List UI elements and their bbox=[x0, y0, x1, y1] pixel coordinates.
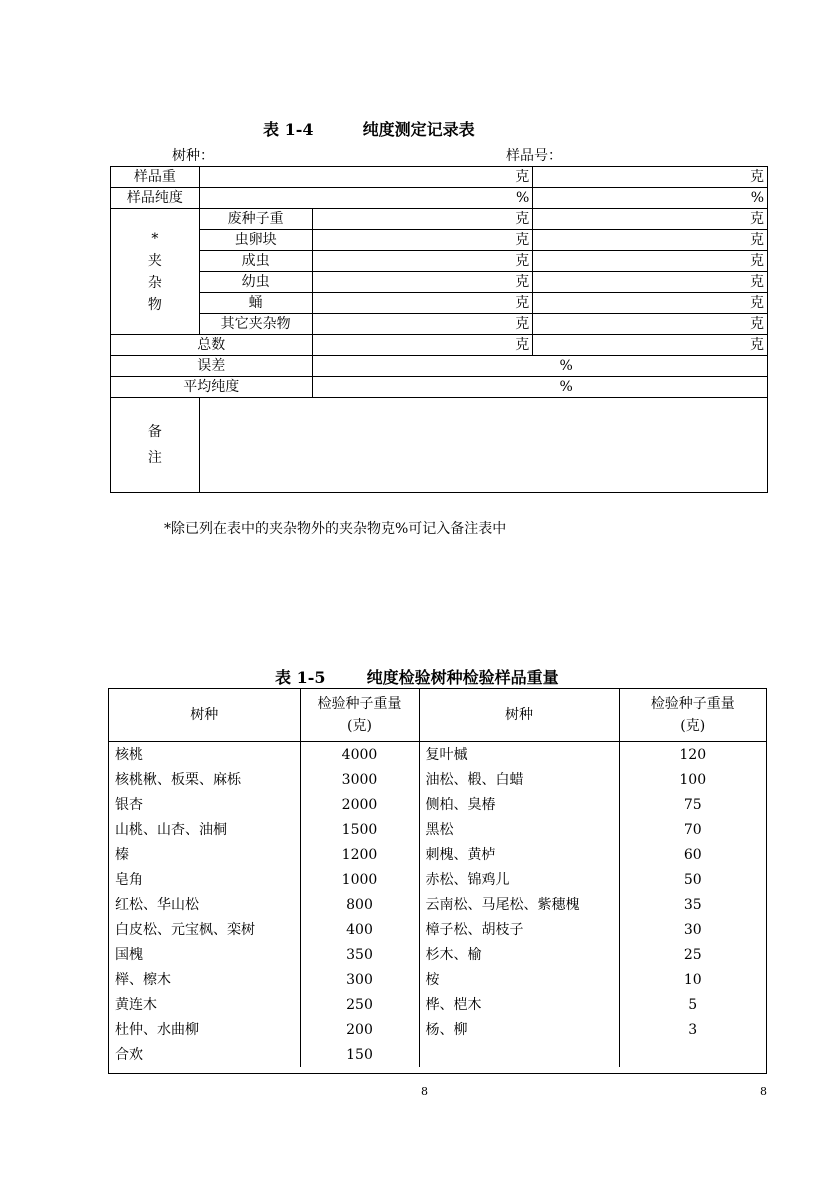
sample-purity-unit-2: % bbox=[533, 188, 768, 209]
species-cell: 刺槐、黄栌 bbox=[419, 842, 619, 867]
species-cell: 杜仲、水曲柳 bbox=[109, 1017, 300, 1042]
species-cell: 侧柏、臭椿 bbox=[419, 792, 619, 817]
species-cell: 黑松 bbox=[419, 817, 619, 842]
table-row bbox=[109, 917, 766, 942]
impurity-label: 蛹 bbox=[199, 293, 312, 314]
impurity-unit-2: 克 bbox=[533, 272, 768, 293]
table-row bbox=[109, 892, 766, 917]
table-row bbox=[109, 742, 766, 768]
table-row bbox=[109, 842, 766, 867]
sample-weight-unit-2: 克 bbox=[533, 167, 768, 188]
impurity-unit-1: 克 bbox=[312, 314, 533, 335]
weight-cell: 1200 bbox=[300, 842, 419, 867]
species-cell: 榉、檫木 bbox=[109, 967, 300, 992]
weight-cell: 3 bbox=[688, 1021, 698, 1038]
total-label: 总数 bbox=[111, 335, 313, 356]
weight-cell: 400 bbox=[300, 917, 419, 942]
weight-cell: 250 bbox=[300, 992, 419, 1017]
species-cell: 合欢 bbox=[109, 1042, 300, 1067]
species-cell: 红松、华山松 bbox=[109, 892, 300, 917]
weight-cell: 30 bbox=[683, 921, 702, 938]
table1-title-name: 纯度测定记录表 bbox=[362, 120, 475, 139]
impurity-label: 废种子重 bbox=[199, 209, 312, 230]
species-cell: 山桃、山杏、油桐 bbox=[109, 817, 300, 842]
remarks-field[interactable] bbox=[199, 398, 767, 493]
weight-cell: 350 bbox=[300, 942, 419, 967]
weight-cell: 1000 bbox=[300, 867, 419, 892]
table2-title bbox=[275, 665, 559, 688]
impurity-unit-2: 克 bbox=[533, 230, 768, 251]
error-unit: % bbox=[312, 356, 767, 377]
sample-purity-unit-1: % bbox=[199, 188, 532, 209]
weight-cell: 120 bbox=[679, 746, 707, 763]
avg-purity-unit: % bbox=[312, 377, 767, 398]
total-unit-1: 克 bbox=[312, 335, 533, 356]
weight-cell: 50 bbox=[683, 871, 702, 888]
species-cell: 核桃 bbox=[109, 742, 300, 768]
header-species-right: 树种 bbox=[419, 689, 619, 742]
sample-weight-unit-1: 克 bbox=[199, 167, 532, 188]
table-row bbox=[109, 867, 766, 892]
table1-title bbox=[263, 117, 475, 140]
table-row bbox=[109, 767, 766, 792]
weight-cell: 2000 bbox=[300, 792, 419, 817]
species-cell: 樟子松、胡枝子 bbox=[419, 917, 619, 942]
species-cell: 核桃楸、板栗、麻栎 bbox=[109, 767, 300, 792]
species-cell: 杉木、榆 bbox=[419, 942, 619, 967]
impurity-unit-1: 克 bbox=[312, 272, 533, 293]
species-cell: 赤松、锦鸡儿 bbox=[419, 867, 619, 892]
sample-number-label: 样品号： bbox=[506, 148, 562, 164]
avg-purity-label: 平均纯度 bbox=[111, 377, 313, 398]
species-label: 树种： bbox=[172, 148, 214, 164]
species-cell: 桉 bbox=[419, 967, 619, 992]
species-cell bbox=[419, 1042, 619, 1067]
species-cell: 国槐 bbox=[109, 942, 300, 967]
weight-cell: 300 bbox=[300, 967, 419, 992]
impurity-unit-2: 克 bbox=[533, 293, 768, 314]
species-cell: 复叶槭 bbox=[419, 742, 619, 768]
table1-footnote: *除已列在表中的夹杂物外的夹杂物克%可记入备注表中 bbox=[164, 521, 507, 537]
error-label: 误差 bbox=[111, 356, 313, 377]
weight-cell: 800 bbox=[300, 892, 419, 917]
weight-cell: 10 bbox=[683, 971, 702, 988]
weight-cell: 75 bbox=[683, 796, 702, 813]
weight-cell bbox=[619, 1042, 766, 1067]
impurity-unit-1: 克 bbox=[312, 251, 533, 272]
impurity-label: 成虫 bbox=[199, 251, 312, 272]
weight-cell: 70 bbox=[683, 821, 702, 838]
impurity-unit-1: 克 bbox=[312, 209, 533, 230]
table-row bbox=[109, 942, 766, 967]
table2-title-number: 表 1-5 bbox=[275, 668, 326, 687]
header-weight-left: 检验种子重量 (克) bbox=[300, 689, 419, 742]
table-row bbox=[109, 792, 766, 817]
impurity-label: 虫卵块 bbox=[199, 230, 312, 251]
sample-weight-table bbox=[109, 689, 766, 1067]
impurity-unit-1: 克 bbox=[312, 293, 533, 314]
species-cell: 黄连木 bbox=[109, 992, 300, 1017]
purity-record-table bbox=[110, 166, 768, 493]
weight-cell: 1500 bbox=[300, 817, 419, 842]
impurity-unit-2: 克 bbox=[533, 209, 768, 230]
weight-cell: 3000 bbox=[300, 767, 419, 792]
weight-cell: 25 bbox=[683, 946, 702, 963]
table1-title-number: 表 1-4 bbox=[263, 120, 314, 139]
page-number-right: 8 bbox=[760, 1085, 767, 1098]
weight-cell: 150 bbox=[300, 1042, 419, 1067]
table-row bbox=[109, 1042, 766, 1067]
weight-cell: 100 bbox=[679, 771, 707, 788]
total-unit-2: 克 bbox=[533, 335, 768, 356]
species-cell: 银杏 bbox=[109, 792, 300, 817]
table2-title-name: 纯度检验树种检验样品重量 bbox=[366, 668, 559, 687]
table-row bbox=[109, 967, 766, 992]
table-row bbox=[109, 817, 766, 842]
weight-cell: 60 bbox=[683, 846, 702, 863]
species-cell: 皂角 bbox=[109, 867, 300, 892]
impurity-unit-1: 克 bbox=[312, 230, 533, 251]
sample-purity-label: 样品纯度 bbox=[111, 188, 200, 209]
impurity-label: 其它夹杂物 bbox=[199, 314, 312, 335]
weight-cell: 5 bbox=[688, 996, 698, 1013]
remarks-label: 备 注 bbox=[111, 398, 200, 493]
weight-cell: 4000 bbox=[300, 742, 419, 768]
header-weight-right: 检验种子重量 (克) bbox=[619, 689, 766, 742]
impurity-unit-2: 克 bbox=[533, 314, 768, 335]
weight-cell: 200 bbox=[300, 1017, 419, 1042]
species-cell: 榛 bbox=[109, 842, 300, 867]
weight-table-body bbox=[109, 742, 766, 1068]
impurity-header: * 夹 杂 物 bbox=[111, 209, 200, 335]
species-cell: 油松、椴、白蜡 bbox=[419, 767, 619, 792]
impurity-unit-2: 克 bbox=[533, 251, 768, 272]
header-species-left: 树种 bbox=[109, 689, 300, 742]
table-row bbox=[109, 992, 766, 1017]
page-number-center: 8 bbox=[421, 1085, 428, 1098]
impurity-label: 幼虫 bbox=[199, 272, 312, 293]
species-cell: 杨、柳 bbox=[419, 1017, 619, 1042]
sample-weight-label: 样品重 bbox=[111, 167, 200, 188]
species-cell: 云南松、马尾松、紫穗槐 bbox=[419, 892, 619, 917]
weight-cell: 35 bbox=[683, 896, 702, 913]
species-cell: 桦、桤木 bbox=[419, 992, 619, 1017]
species-cell: 白皮松、元宝枫、栾树 bbox=[109, 917, 300, 942]
table-row bbox=[109, 1017, 766, 1042]
